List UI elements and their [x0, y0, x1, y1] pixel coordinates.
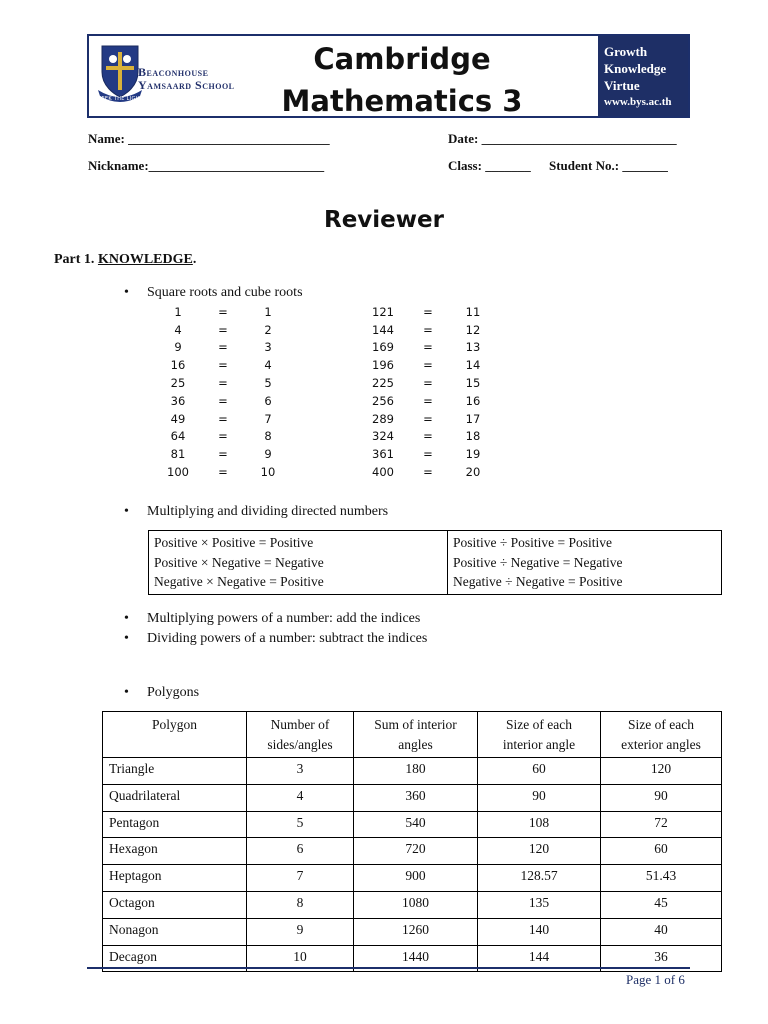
polygon-table — [102, 711, 722, 972]
root-value: 14 — [465, 358, 481, 373]
root-number: 4 — [174, 322, 182, 337]
bullet-polygons-text: Polygons — [147, 685, 200, 700]
polygon-interior-sum: 720 — [354, 838, 478, 865]
roots-row — [365, 392, 491, 410]
bullet-roots — [124, 285, 303, 301]
polygon-interior-sum: 540 — [354, 811, 478, 838]
header-interior-sum: Sum of interior angles — [354, 712, 478, 758]
polygon-interior-sum: 180 — [354, 758, 478, 785]
polygon-interior-angle: 90 — [478, 784, 601, 811]
root-number: 1 — [174, 304, 182, 319]
equals-sign: = — [218, 358, 228, 373]
sign-rule: Positive ÷ Negative = Negative — [453, 554, 623, 570]
root-value: 10 — [260, 465, 276, 480]
school-name-line1: Beaconhouse — [138, 65, 209, 79]
bullet-polygons — [124, 685, 200, 701]
polygon-exterior-angle: 51.43 — [601, 865, 722, 892]
polygon-interior-angle: 60 — [478, 758, 601, 785]
equals-sign: = — [423, 322, 433, 337]
root-value: 19 — [465, 447, 481, 462]
polygon-exterior-angle: 60 — [601, 838, 722, 865]
logo-ribbon-text: SEEK THE LIGHT — [98, 96, 144, 102]
polygon-exterior-angle: 72 — [601, 811, 722, 838]
polygon-interior-angle: 120 — [478, 838, 601, 865]
root-number: 36 — [170, 393, 186, 408]
root-number: 121 — [372, 304, 394, 319]
roots-row — [160, 356, 286, 374]
motto-knowledge: Knowledge — [604, 61, 667, 76]
root-value: 16 — [465, 393, 481, 408]
root-value: 15 — [465, 376, 481, 391]
part-heading — [54, 252, 196, 268]
root-value: 3 — [264, 340, 272, 355]
website-text: www.bys.ac.th — [604, 96, 672, 108]
roots-row — [365, 374, 491, 392]
page-heading: Reviewer — [324, 207, 444, 233]
table-row — [103, 838, 722, 865]
sign-rule: Positive × Positive = Positive — [154, 535, 314, 550]
bullet-dot-icon: • — [124, 504, 129, 519]
bullet-directed-text: Multiplying and dividing directed numbers — [147, 504, 389, 519]
polygon-exterior-angle: 45 — [601, 891, 722, 918]
root-value: 6 — [264, 393, 272, 408]
equals-sign: = — [423, 304, 433, 319]
equals-sign: = — [218, 447, 228, 462]
table-row — [103, 865, 722, 892]
root-number: 256 — [372, 393, 394, 408]
root-number: 9 — [174, 340, 182, 355]
roots-row — [160, 428, 286, 446]
root-value: 7 — [264, 411, 272, 426]
polygon-interior-sum: 1260 — [354, 918, 478, 945]
equals-sign: = — [218, 304, 228, 319]
root-number: 400 — [372, 465, 394, 480]
equals-sign: = — [423, 465, 433, 480]
polygon-sides: 7 — [247, 865, 354, 892]
polygon-name: Octagon — [103, 891, 247, 918]
roots-row — [365, 428, 491, 446]
polygon-exterior-angle: 36 — [601, 945, 722, 972]
polygon-exterior-angle: 120 — [601, 758, 722, 785]
part-suffix: . — [192, 252, 197, 267]
polygon-name: Heptagon — [103, 865, 247, 892]
roots-row — [160, 321, 286, 339]
header-polygon: Polygon — [103, 712, 247, 758]
footer-divider — [87, 967, 690, 969]
root-value: 1 — [264, 304, 272, 319]
roots-row — [160, 392, 286, 410]
equals-sign: = — [423, 376, 433, 391]
polygon-interior-angle: 140 — [478, 918, 601, 945]
polygon-sides: 3 — [247, 758, 354, 785]
polygon-exterior-angle: 90 — [601, 784, 722, 811]
roots-row — [160, 410, 286, 428]
polygon-name: Pentagon — [103, 811, 247, 838]
roots-row — [365, 321, 491, 339]
root-number: 25 — [170, 376, 186, 391]
class-field[interactable]: Class: _______ — [448, 158, 531, 173]
header-exterior-angle: Size of each exterior angles — [601, 712, 722, 758]
roots-row — [365, 339, 491, 357]
table-row — [103, 811, 722, 838]
root-number: 144 — [372, 322, 394, 337]
polygon-interior-sum: 900 — [354, 865, 478, 892]
root-value: 4 — [264, 358, 272, 373]
title-line1: Cambridge — [313, 42, 491, 76]
polygon-name: Quadrilateral — [103, 784, 247, 811]
polygon-interior-sum: 1440 — [354, 945, 478, 972]
root-value: 9 — [264, 447, 272, 462]
date-field[interactable]: Date: ______________________________ — [448, 131, 677, 146]
document-title — [262, 38, 542, 122]
roots-row — [160, 463, 286, 481]
bullet-powers-divide-text: Dividing powers of a number: subtract the indices — [147, 631, 428, 646]
polygon-exterior-angle: 40 — [601, 918, 722, 945]
bullet-dot-icon: • — [124, 631, 129, 646]
table-row — [103, 784, 722, 811]
root-number: 100 — [167, 465, 189, 480]
equals-sign: = — [218, 340, 228, 355]
equals-sign: = — [218, 393, 228, 408]
signs-divide-cell — [448, 531, 722, 595]
roots-row — [365, 463, 491, 481]
motto-box — [598, 36, 688, 116]
root-number: 169 — [372, 340, 394, 355]
roots-row — [365, 410, 491, 428]
bullet-roots-text: Square roots and cube roots — [147, 285, 303, 300]
polygon-sides: 5 — [247, 811, 354, 838]
sign-rule: Positive × Negative = Negative — [154, 554, 324, 570]
polygon-name: Decagon — [103, 945, 247, 972]
equals-sign: = — [218, 376, 228, 391]
polygon-interior-angle: 144 — [478, 945, 601, 972]
page-number: Page 1 of 6 — [626, 972, 685, 987]
bullet-powers-multiply-text: Multiplying powers of a number: add the indices — [147, 611, 421, 626]
polygon-sides: 4 — [247, 784, 354, 811]
root-number: 225 — [372, 376, 394, 391]
sign-rule: Positive ÷ Positive = Positive — [453, 535, 613, 550]
roots-row — [365, 356, 491, 374]
table-row — [103, 918, 722, 945]
root-value: 8 — [264, 429, 272, 444]
bullet-dot-icon: • — [124, 285, 129, 300]
root-value: 12 — [465, 322, 481, 337]
equals-sign: = — [423, 411, 433, 426]
signs-row — [149, 531, 722, 595]
motto-virtue: Virtue — [604, 78, 640, 93]
root-value: 20 — [465, 465, 481, 480]
title-line2: Mathematics 3 — [281, 84, 523, 118]
equals-sign: = — [218, 411, 228, 426]
polygon-interior-angle: 128.57 — [478, 865, 601, 892]
root-value: 18 — [465, 429, 481, 444]
equals-sign: = — [423, 447, 433, 462]
bullet-powers-multiply — [124, 611, 421, 627]
equals-sign: = — [218, 465, 228, 480]
roots-row — [160, 445, 286, 463]
table-row — [103, 758, 722, 785]
equals-sign: = — [218, 322, 228, 337]
bullet-directed — [124, 504, 389, 520]
school-name-line2: Yamsaard School — [138, 78, 235, 92]
root-number: 289 — [372, 411, 394, 426]
polygon-sides: 6 — [247, 838, 354, 865]
school-name — [138, 66, 235, 92]
sign-rule: Negative × Negative = Positive — [154, 574, 324, 589]
root-number: 81 — [170, 447, 186, 462]
header-interior-angle: Size of each interior angle — [478, 712, 601, 758]
polygon-interior-angle: 135 — [478, 891, 601, 918]
polygon-sides: 9 — [247, 918, 354, 945]
root-number: 49 — [170, 411, 186, 426]
roots-row — [160, 303, 286, 321]
equals-sign: = — [423, 340, 433, 355]
sign-rule: Negative ÷ Negative = Positive — [453, 574, 623, 589]
root-number: 324 — [372, 429, 394, 444]
equals-sign: = — [218, 429, 228, 444]
signs-table — [148, 530, 722, 595]
polygon-name: Triangle — [103, 758, 247, 785]
root-number: 64 — [170, 429, 186, 444]
nickname-field[interactable]: Nickname:___________________________ — [88, 158, 325, 173]
roots-row — [160, 374, 286, 392]
equals-sign: = — [423, 393, 433, 408]
polygon-interior-angle: 108 — [478, 811, 601, 838]
root-number: 16 — [170, 358, 186, 373]
polygon-name: Nonagon — [103, 918, 247, 945]
root-value: 17 — [465, 411, 481, 426]
root-value: 2 — [264, 322, 272, 337]
motto-growth: Growth — [604, 44, 648, 59]
roots-table-right — [365, 303, 491, 481]
bullet-powers-divide — [124, 631, 428, 647]
polygon-sides: 8 — [247, 891, 354, 918]
root-number: 361 — [372, 447, 394, 462]
polygon-header-row — [103, 712, 722, 758]
signs-multiply-cell — [149, 531, 448, 595]
student-number-field[interactable]: Student No.: _______ — [549, 158, 668, 173]
part-title: KNOWLEDGE — [97, 252, 193, 267]
equals-sign: = — [423, 429, 433, 444]
table-row — [103, 891, 722, 918]
root-value: 5 — [264, 376, 272, 391]
roots-row — [160, 339, 286, 357]
equals-sign: = — [423, 358, 433, 373]
bullet-dot-icon: • — [124, 611, 129, 626]
polygon-interior-sum: 1080 — [354, 891, 478, 918]
school-crest-logo — [96, 42, 144, 104]
roots-table-left — [160, 303, 286, 481]
polygon-name: Hexagon — [103, 838, 247, 865]
polygon-interior-sum: 360 — [354, 784, 478, 811]
name-field[interactable]: Name: _______________________________ — [88, 131, 330, 146]
header-sides: Number of sides/angles — [247, 712, 354, 758]
root-value: 11 — [465, 304, 481, 319]
root-value: 13 — [465, 340, 481, 355]
polygon-sides: 10 — [247, 945, 354, 972]
roots-row — [365, 445, 491, 463]
part-prefix: Part 1. — [54, 252, 98, 267]
root-number: 196 — [372, 358, 394, 373]
bullet-dot-icon: • — [124, 685, 129, 700]
roots-row — [365, 303, 491, 321]
